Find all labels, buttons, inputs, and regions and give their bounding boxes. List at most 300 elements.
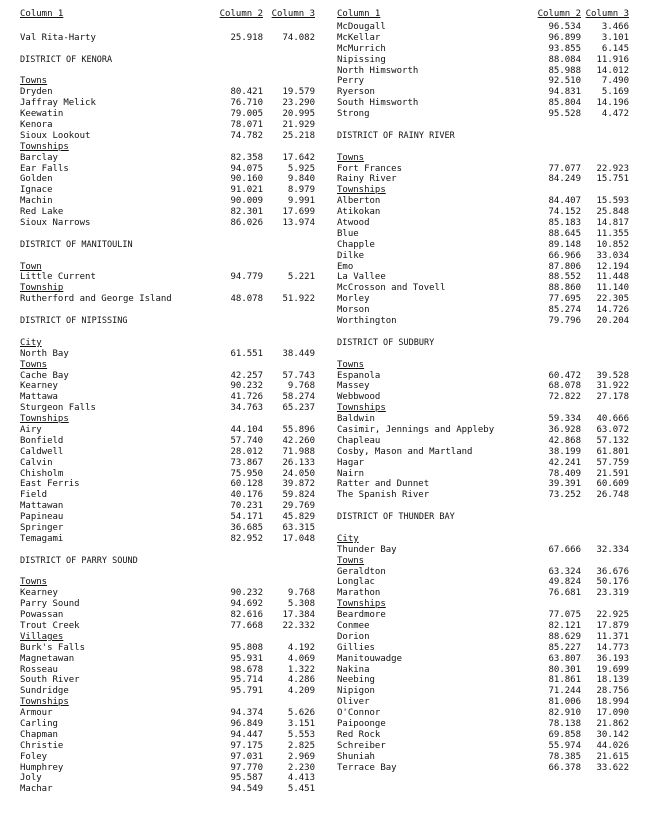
column-3-value: 57.743 <box>282 370 315 381</box>
municipality-name: Mattawan <box>20 501 64 512</box>
column-2-value: 36.928 <box>548 424 581 435</box>
table-row <box>337 632 629 643</box>
municipality-name: Towns <box>20 359 48 370</box>
column-3-value: 50.176 <box>596 577 629 588</box>
municipality-name: Gillies <box>337 642 375 653</box>
municipality-name: City <box>337 533 359 544</box>
column-2-value: 84.407 <box>548 196 581 207</box>
column-2-value: 97.031 <box>230 751 263 762</box>
column-2-value: 88.084 <box>548 54 581 65</box>
column-3-value: 4.413 <box>287 773 315 784</box>
municipality-name: Shuniah <box>337 751 375 762</box>
column-2-value: 63.807 <box>548 653 581 664</box>
district-heading <box>337 512 629 523</box>
spacer <box>20 327 315 338</box>
column-2-value: 77.077 <box>548 163 581 174</box>
municipality-name: Townships <box>20 414 69 425</box>
municipality-name: Paipoonge <box>337 719 386 729</box>
column-3-value: 23.290 <box>282 98 315 109</box>
table-row <box>337 218 629 229</box>
column-3-value: 10.852 <box>596 239 629 250</box>
column-3-value: 33.034 <box>596 250 629 261</box>
table-row <box>20 33 315 44</box>
column-2-value: 90.232 <box>230 588 263 599</box>
table-row <box>20 730 315 741</box>
table-row <box>20 708 315 719</box>
column-3-value: 17.384 <box>282 610 315 621</box>
municipality-name: DISTRICT OF RAINY RIVER <box>337 130 455 141</box>
column-3-value: 32.334 <box>596 544 629 555</box>
municipality-name: Massey <box>337 381 370 392</box>
column-2-value: 73.867 <box>230 457 263 468</box>
column-3-value: 20.995 <box>282 109 315 120</box>
table-row <box>20 349 315 360</box>
column-2-value: 42.868 <box>548 435 581 446</box>
column-3-value: 26.133 <box>282 457 315 468</box>
district-heading <box>20 55 315 66</box>
municipality-name: Keewatin <box>20 109 64 120</box>
column-3-value: 12.194 <box>596 261 629 272</box>
column-2-value: 90.232 <box>230 381 263 392</box>
municipality-name: Christie <box>20 740 64 751</box>
district-heading <box>337 338 629 349</box>
table-row <box>337 675 629 686</box>
municipality-name: Towns <box>337 152 365 163</box>
table-row <box>337 294 629 305</box>
municipality-name: O'Connor <box>337 708 381 719</box>
municipality-name: McMurrich <box>337 43 386 54</box>
municipality-name: Carling <box>20 719 58 729</box>
municipality-name: Dryden <box>20 87 53 98</box>
section-heading <box>20 142 315 153</box>
column-2-value: 88.645 <box>548 228 581 239</box>
column-2-value: 82.616 <box>230 610 263 621</box>
municipality-name: DISTRICT OF THUNDER BAY <box>337 512 455 523</box>
section-heading <box>20 262 315 273</box>
column-3-value: 7.490 <box>601 76 629 87</box>
column-2-value: 82.121 <box>548 620 581 631</box>
table-row <box>20 719 315 730</box>
column-2-value: 48.078 <box>230 294 263 305</box>
municipality-name: Rutherford and George Island <box>20 294 172 305</box>
column-2-value: 89.148 <box>548 239 581 250</box>
column-3-value: 71.988 <box>282 446 315 457</box>
column-2-value: 95.791 <box>230 686 263 697</box>
column-3-value: 5.308 <box>287 599 315 610</box>
municipality-name: Perry <box>337 76 365 87</box>
column-2-value: 90.160 <box>230 174 263 185</box>
column-3-value: 65.237 <box>282 403 315 414</box>
municipality-name: Villages <box>20 631 64 642</box>
column-3-value: 5.221 <box>287 272 315 283</box>
municipality-name: Chapman <box>20 729 58 740</box>
municipality-name: Burk's Falls <box>20 642 86 653</box>
table-row <box>337 283 629 294</box>
column-2-value: 77.668 <box>230 620 263 631</box>
column-3-value: 3.101 <box>601 32 629 43</box>
column-2-value: 40.176 <box>230 490 263 501</box>
column-3-value: 57.132 <box>596 435 629 446</box>
column-2-value: 49.824 <box>548 577 581 588</box>
municipality-name: Jaffray Melick <box>20 98 96 109</box>
municipality-name: Sioux Narrows <box>20 218 91 229</box>
table-row <box>20 120 315 131</box>
municipality-name: Nairn <box>337 468 365 479</box>
table-row <box>337 610 629 621</box>
column-2-value: 42.257 <box>230 370 263 381</box>
column-2-value: 96.899 <box>548 32 581 43</box>
column-2-value: 92.510 <box>548 76 581 87</box>
table-row <box>337 654 629 665</box>
column-2-value: 91.021 <box>230 185 263 196</box>
municipality-name: Dorion <box>337 631 370 642</box>
table-row <box>20 523 315 534</box>
column-3-value: 21.615 <box>596 751 629 762</box>
column-3-value: 5.925 <box>287 163 315 174</box>
spacer <box>337 349 629 360</box>
table-row <box>337 174 629 185</box>
right-table <box>337 6 629 773</box>
municipality-name: Townships <box>337 403 386 414</box>
column-3-value: 5.451 <box>287 784 315 795</box>
table-row <box>20 741 315 752</box>
column-3-value: 8.979 <box>287 185 315 196</box>
municipality-name: Chapple <box>337 239 375 250</box>
column-2-value: 95.931 <box>230 653 263 664</box>
column-2-value: 72.822 <box>548 392 581 403</box>
table-row <box>337 697 629 708</box>
column-2-value: 75.950 <box>230 468 263 479</box>
district-heading <box>337 131 629 142</box>
municipality-name: Neebing <box>337 675 375 686</box>
column-2-value: 76.681 <box>548 588 581 599</box>
municipality-name: Township <box>20 283 64 294</box>
table-row <box>337 164 629 175</box>
table-row <box>337 490 629 501</box>
column-3-value: 18.139 <box>596 675 629 686</box>
column-3-value: 58.274 <box>282 392 315 403</box>
column-3-value: 30.142 <box>596 729 629 740</box>
column-2-value: 77.695 <box>548 294 581 305</box>
table-row <box>20 164 315 175</box>
table-row <box>20 599 315 610</box>
municipality-name: Calvin <box>20 457 53 468</box>
column-2-value: 73.252 <box>548 490 581 501</box>
table-row <box>20 654 315 665</box>
column-3-value: 23.319 <box>596 588 629 599</box>
spacer <box>337 142 629 153</box>
column-2-value: 95.714 <box>230 675 263 686</box>
municipality-name: City <box>20 337 42 348</box>
table-row <box>337 392 629 403</box>
table-row <box>337 272 629 283</box>
column-2-value: 78.138 <box>548 719 581 729</box>
municipality-name: Nipigon <box>337 686 375 697</box>
spacer <box>20 251 315 262</box>
column-2-value: 25.918 <box>230 32 263 43</box>
table-row <box>337 425 629 436</box>
municipality-name: Kearney <box>20 588 58 599</box>
spacer <box>337 120 629 131</box>
municipality-name: Airy <box>20 424 42 435</box>
section-heading <box>337 534 629 545</box>
spacer <box>337 523 629 534</box>
column-3-value: 11.371 <box>596 631 629 642</box>
column-3-value: 39.872 <box>282 479 315 490</box>
table-row <box>20 381 315 392</box>
left-table-body <box>20 22 315 795</box>
municipality-name: Papineau <box>20 512 64 523</box>
table-row <box>20 371 315 382</box>
table-row <box>20 458 315 469</box>
column-2-value: 77.075 <box>548 610 581 621</box>
table-row <box>337 708 629 719</box>
column-2-value: 68.078 <box>548 381 581 392</box>
column-3-value: 9.768 <box>287 588 315 599</box>
municipality-name: Springer <box>20 522 64 533</box>
municipality-name: McKellar <box>337 32 381 43</box>
column-3-value: 15.593 <box>596 196 629 207</box>
column-2-value: 42.241 <box>548 457 581 468</box>
table-row <box>20 392 315 403</box>
table-row <box>337 109 629 120</box>
municipality-name: Ratter and Dunnet <box>337 479 430 490</box>
column-3-value: 2.969 <box>287 751 315 762</box>
column-2-value: 94.831 <box>548 87 581 98</box>
column-2-value: 67.666 <box>548 544 581 555</box>
column-2-value: 86.026 <box>230 218 263 229</box>
municipality-name: Atikokan <box>337 207 381 218</box>
spacer <box>337 501 629 512</box>
column-3-value: 42.260 <box>282 435 315 446</box>
table-row <box>20 294 315 305</box>
municipality-name: Red Rock <box>337 729 381 740</box>
column-2-value: 74.782 <box>230 130 263 141</box>
table-row <box>337 643 629 654</box>
municipality-name: Foley <box>20 751 48 762</box>
table-row <box>337 55 629 66</box>
column-3-value: 20.204 <box>596 316 629 327</box>
column-2-header: Column 2 <box>219 9 263 19</box>
municipality-name: Strong <box>337 109 370 120</box>
municipality-name: Caldwell <box>20 446 64 457</box>
municipality-name: North Himsworth <box>337 65 419 76</box>
column-3-value: 57.759 <box>596 457 629 468</box>
column-2-value: 69.858 <box>548 729 581 740</box>
table-row <box>337 87 629 98</box>
district-heading <box>20 240 315 251</box>
column-2-value: 60.472 <box>548 370 581 381</box>
municipality-name: Schreiber <box>337 740 386 751</box>
column-3-value: 17.642 <box>282 152 315 163</box>
column-2-value: 94.447 <box>230 729 263 740</box>
column-3-value: 19.699 <box>596 664 629 675</box>
column-2-value: 36.685 <box>230 522 263 533</box>
column-3-value: 25.848 <box>596 207 629 218</box>
column-3-value: 14.726 <box>596 305 629 316</box>
column-2-value: 54.171 <box>230 512 263 523</box>
column-3-value: 4.192 <box>287 642 315 653</box>
municipality-name: Hagar <box>337 457 365 468</box>
column-3-value: 63.072 <box>596 424 629 435</box>
section-heading <box>337 403 629 414</box>
table-row <box>20 501 315 512</box>
municipality-name: Ignace <box>20 185 53 196</box>
column-3-value: 17.090 <box>596 708 629 719</box>
table-row <box>337 577 629 588</box>
column-2-value: 96.849 <box>230 719 263 729</box>
table-row <box>20 425 315 436</box>
column-3-value: 39.528 <box>596 370 629 381</box>
column-3-value: 11.355 <box>596 228 629 239</box>
municipality-name: DISTRICT OF NIPISSING <box>20 316 128 327</box>
table-row <box>337 44 629 55</box>
table-row <box>20 643 315 654</box>
municipality-name: Alberton <box>337 196 381 207</box>
column-3-value: 9.840 <box>287 174 315 185</box>
column-1-header: Column 1 <box>20 9 64 19</box>
column-3-value: 61.801 <box>596 446 629 457</box>
column-2-value: 85.804 <box>548 98 581 109</box>
municipality-name: The Spanish River <box>337 490 430 501</box>
column-3-value: 17.699 <box>282 207 315 218</box>
municipality-name: Fort Frances <box>337 163 403 174</box>
column-3-value: 18.994 <box>596 697 629 708</box>
column-3-value: 14.012 <box>596 65 629 76</box>
municipality-name: DISTRICT OF PARRY SOUND <box>20 555 138 566</box>
table-row <box>20 512 315 523</box>
table-row <box>337 76 629 87</box>
column-3-value: 44.026 <box>596 740 629 751</box>
column-3-value: 26.748 <box>596 490 629 501</box>
table-row <box>337 240 629 251</box>
column-2-value: 94.075 <box>230 163 263 174</box>
column-2-value: 95.808 <box>230 642 263 653</box>
column-3-value: 63.315 <box>282 522 315 533</box>
table-row <box>20 87 315 98</box>
municipality-name: DISTRICT OF SUDBURY <box>337 337 435 348</box>
column-2-value: 94.374 <box>230 708 263 719</box>
column-3-value: 2.230 <box>287 762 315 773</box>
district-heading <box>20 316 315 327</box>
column-3-value: 4.069 <box>287 653 315 664</box>
municipality-name: Manitouwadge <box>337 653 403 664</box>
municipality-name: North Bay <box>20 348 69 359</box>
column-2-value: 66.966 <box>548 250 581 261</box>
section-heading <box>20 76 315 87</box>
municipality-name: Terrace Bay <box>337 762 397 773</box>
municipality-name: Chisholm <box>20 468 64 479</box>
column-3-value: 22.923 <box>596 163 629 174</box>
municipality-name: Field <box>20 490 48 501</box>
column-3-value: 55.896 <box>282 424 315 435</box>
spacer <box>20 567 315 578</box>
table-row <box>337 730 629 741</box>
column-2-value: 34.763 <box>230 403 263 414</box>
municipality-name: Machar <box>20 784 53 795</box>
column-2-value: 80.301 <box>548 664 581 675</box>
municipality-name: Blue <box>337 228 359 239</box>
column-2-value: 81.006 <box>548 697 581 708</box>
column-3-value: 4.209 <box>287 686 315 697</box>
municipality-name: Worthington <box>337 316 397 327</box>
table-row <box>20 272 315 283</box>
spacer <box>20 22 315 33</box>
table-row <box>337 567 629 578</box>
column-3-value: 22.925 <box>596 610 629 621</box>
table-row <box>20 763 315 774</box>
column-3-value: 14.196 <box>596 98 629 109</box>
column-3-value: 40.666 <box>596 414 629 425</box>
table-row <box>337 458 629 469</box>
municipality-name: Towns <box>20 577 48 588</box>
section-heading <box>337 153 629 164</box>
column-2-value: 94.692 <box>230 599 263 610</box>
table-row <box>20 447 315 458</box>
table-row <box>337 98 629 109</box>
column-2-value: 93.855 <box>548 43 581 54</box>
municipality-name: Longlac <box>337 577 375 588</box>
municipality-name: Emo <box>337 261 354 272</box>
municipality-name: Townships <box>337 185 386 196</box>
municipality-name: Rainy River <box>337 174 397 185</box>
municipality-name: Espanola <box>337 370 381 381</box>
column-3-value: 31.922 <box>596 381 629 392</box>
municipality-name: Val Rita-Harty <box>20 32 96 43</box>
spacer <box>20 229 315 240</box>
table-row <box>337 469 629 480</box>
table-row <box>20 490 315 501</box>
table-row <box>20 196 315 207</box>
municipality-name: Nakina <box>337 664 370 675</box>
table-row <box>337 22 629 33</box>
column-3-value: 11.916 <box>596 54 629 65</box>
column-3-value: 4.472 <box>601 109 629 120</box>
column-3-value: 13.974 <box>282 218 315 229</box>
column-3-value: 60.609 <box>596 479 629 490</box>
municipality-name: Cache Bay <box>20 370 69 381</box>
municipality-name: Morson <box>337 305 370 316</box>
spacer <box>337 327 629 338</box>
municipality-name: Morley <box>337 294 370 305</box>
column-3-value: 21.862 <box>596 719 629 729</box>
column-3-value: 59.824 <box>282 490 315 501</box>
column-2-value: 96.534 <box>548 22 581 32</box>
section-heading <box>20 283 315 294</box>
column-2-value: 57.740 <box>230 435 263 446</box>
table-row <box>20 218 315 229</box>
column-2-value: 88.552 <box>548 272 581 283</box>
column-2-value: 28.012 <box>230 446 263 457</box>
column-2-value: 79.005 <box>230 109 263 120</box>
spacer <box>20 545 315 556</box>
municipality-name: Barclay <box>20 152 58 163</box>
table-row <box>20 131 315 142</box>
table-row <box>20 436 315 447</box>
table-row <box>337 251 629 262</box>
column-3-value: 5.626 <box>287 708 315 719</box>
column-3-value: 36.676 <box>596 566 629 577</box>
column-2-value: 55.974 <box>548 740 581 751</box>
table-row <box>337 305 629 316</box>
table-row <box>20 610 315 621</box>
municipality-name: Bonfield <box>20 435 64 446</box>
table-row <box>337 33 629 44</box>
column-2-value: 70.231 <box>230 501 263 512</box>
column-3-value: 9.768 <box>287 381 315 392</box>
column-3-header: Column 3 <box>585 9 629 19</box>
section-heading <box>20 697 315 708</box>
